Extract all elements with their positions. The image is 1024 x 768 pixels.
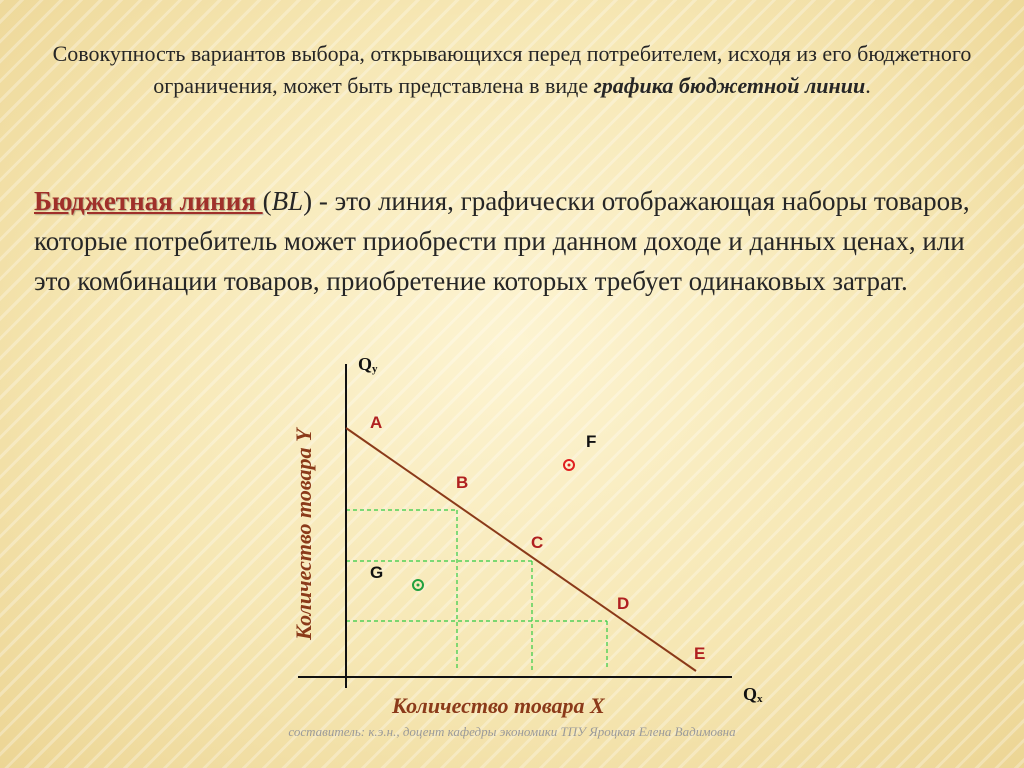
point-label-d: D — [617, 594, 630, 613]
point-label-f: F — [586, 432, 597, 451]
point-label-a: A — [370, 413, 383, 432]
intro-emphasis: графика бюджетной линии — [593, 73, 866, 98]
point-label-e: E — [694, 644, 706, 663]
x-axis-symbol: Qx — [743, 684, 763, 705]
point-labels — [370, 413, 705, 663]
definition-paren-open: ( — [262, 186, 272, 216]
definition-term: Бюджетная линия — [34, 186, 263, 216]
point-f-dot — [568, 464, 571, 467]
point-label-c: C — [531, 533, 544, 552]
guide-lines — [346, 510, 607, 670]
y-axis-symbol: Qy — [358, 354, 378, 375]
x-axis-title: Количество товара X — [392, 693, 605, 718]
intro-end: . — [865, 73, 871, 98]
y-axis-title: Количество товара Y — [291, 428, 316, 640]
definition-body: - это линия, графически отображающая наборы товаров, которые потребитель может приобрести при данном доходе и данных ценах, или это комбинации товаров, приобретение которых требует одинаковых затрат. — [34, 186, 970, 296]
footer-credits: составитель: к.э.н., доцент кафедры экономики ТПУ Яроцкая Елена Вадимовна — [288, 724, 736, 739]
point-label-g: G — [370, 563, 384, 582]
definition-paren-close: ) — [303, 186, 313, 216]
intro-main: Совокупность вариантов выбора, открывающихся перед потребителем, исходя из его бюджетного ограничения, может быть представлена в виде — [52, 41, 972, 98]
budget-line — [346, 428, 696, 671]
point-label-b: B — [456, 473, 469, 492]
point-g-dot — [417, 584, 420, 587]
definition-abbr: BL — [271, 186, 304, 216]
